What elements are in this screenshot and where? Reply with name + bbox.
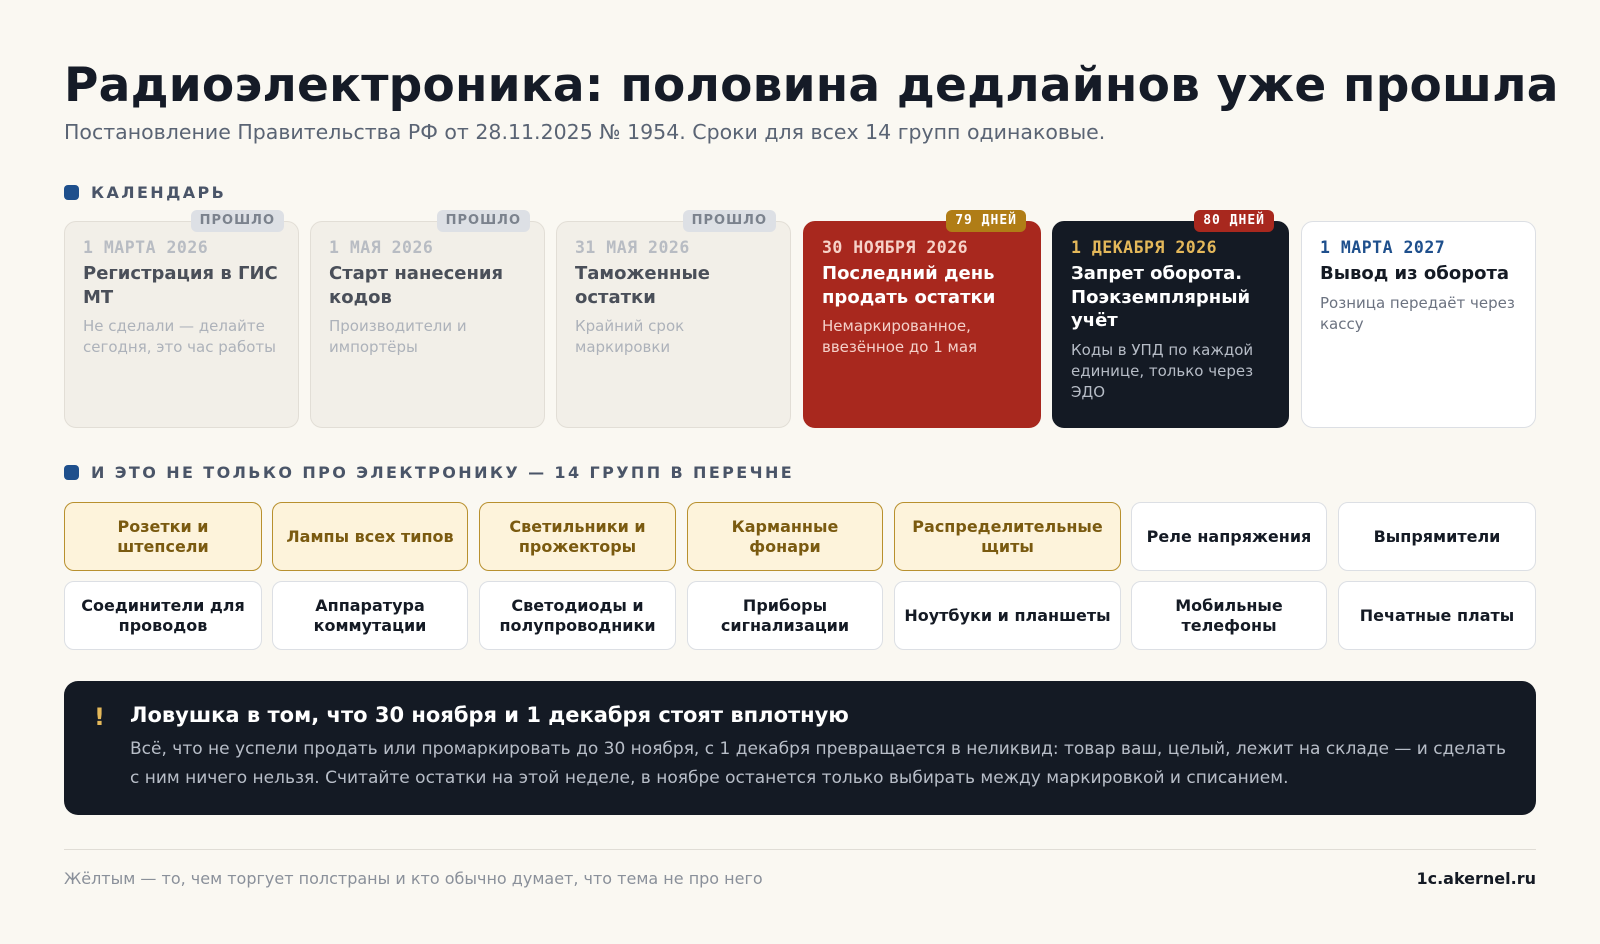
card-date: 1 МАРТА 2027 [1320,238,1446,257]
group-chip: Приборы сигнализации [687,581,883,650]
card-description: Крайний срок маркировки [575,317,685,356]
group-chip: Карманные фонари [687,502,883,571]
warning-callout [64,681,1536,815]
group-chip: Мобильные телефоны [1131,581,1327,650]
card-title: Запрет оборота. Поэкземплярный учёт [1071,263,1251,331]
group-chip: Светодиоды и полупроводники [479,581,676,650]
calendar-card-circulation-ban [1052,213,1289,428]
status-badge: ПРОШЛО [191,210,284,232]
card-date: 1 МАРТА 2026 [83,238,209,257]
page-subtitle: Постановление Правительства РФ от 28.11.2025 № 1954. Сроки для всех 14 групп одинаковые. [64,120,1106,144]
card-date: 30 НОЯБРЯ 2026 [822,238,969,257]
section-marker-icon [64,185,79,200]
card-description: Коды в УПД по каждой единице, только через ЭДО [1071,340,1254,401]
page-title: Радиоэлектроника: половина дедлайнов уже прошла [64,58,1559,113]
card-date: 1 ДЕКАБРЯ 2026 [1071,238,1218,257]
footer-site: 1c.akernel.ru [1416,869,1536,888]
group-chip: Аппаратура коммутации [272,581,468,650]
card-date: 1 МАЯ 2026 [329,238,434,257]
card-description: Немаркированное, ввезённое до 1 мая [822,317,978,356]
groups-section-label: И ЭТО НЕ ТОЛЬКО ПРО ЭЛЕКТРОНИКУ — 14 ГРУПП В ПЕРЕЧНЕ [91,463,795,482]
group-chip: Светильники и прожекторы [479,502,676,571]
calendar-card-last-sale-day [803,213,1041,428]
callout-text: Всё, что не успели продать или промаркировать до 30 ноября, с 1 декабря превращается в неликвид: товар ваш, целый, лежит на складе — и сделать с ним ничего нельзя. Считайте остатки на этой неделе, в ноябре останется только выбирать между маркировкой и списанием. [130,739,1506,788]
calendar-card-withdrawal [1301,221,1536,428]
card-date: 31 МАЯ 2026 [575,238,690,257]
callout-title: Ловушка в том, что 30 ноября и 1 декабря стоят вплотную [130,703,849,727]
group-chip: Ноутбуки и планшеты [894,581,1121,650]
calendar-card-customs [556,213,791,428]
group-chip: Выпрямители [1338,502,1536,571]
status-badge: ПРОШЛО [683,210,776,232]
calendar-cards [64,213,1536,428]
footer-divider [64,849,1536,850]
card-description: Не сделали — делайте сегодня, это час работы [83,317,276,356]
days-left-badge: 80 ДНЕЙ [1194,210,1274,232]
exclamation-icon: ! [94,703,105,731]
days-left-badge: 79 ДНЕЙ [946,210,1026,232]
group-chip: Печатные платы [1338,581,1536,650]
groups-section-header [64,463,794,482]
status-badge: ПРОШЛО [437,210,530,232]
page [64,0,1559,944]
group-chip: Лампы всех типов [272,502,468,571]
group-chip: Соединители для проводов [64,581,262,650]
footer-note: Жёлтым — то, чем торгует полстраны и кто обычно думает, что тема не про него [64,869,763,888]
card-description: Производители и импортёры [329,317,467,356]
calendar-card-labeling-start [310,213,545,428]
group-chip: Распределительные щиты [894,502,1121,571]
card-title: Вывод из оборота [1320,263,1510,284]
card-title: Последний день продать остатки [822,263,996,308]
card-title: Старт нанесения кодов [329,263,504,308]
group-chip: Реле напряжения [1131,502,1327,571]
calendar-section-label: КАЛЕНДАРЬ [91,183,227,202]
calendar-section-header [64,183,226,202]
section-marker-icon [64,465,79,480]
calendar-card-registration [64,213,299,428]
card-description: Розница передаёт через кассу [1320,293,1515,333]
card-title: Регистрация в ГИС МТ [83,263,278,308]
group-chip: Розетки и штепсели [64,502,262,571]
card-title: Таможенные остатки [575,263,710,308]
